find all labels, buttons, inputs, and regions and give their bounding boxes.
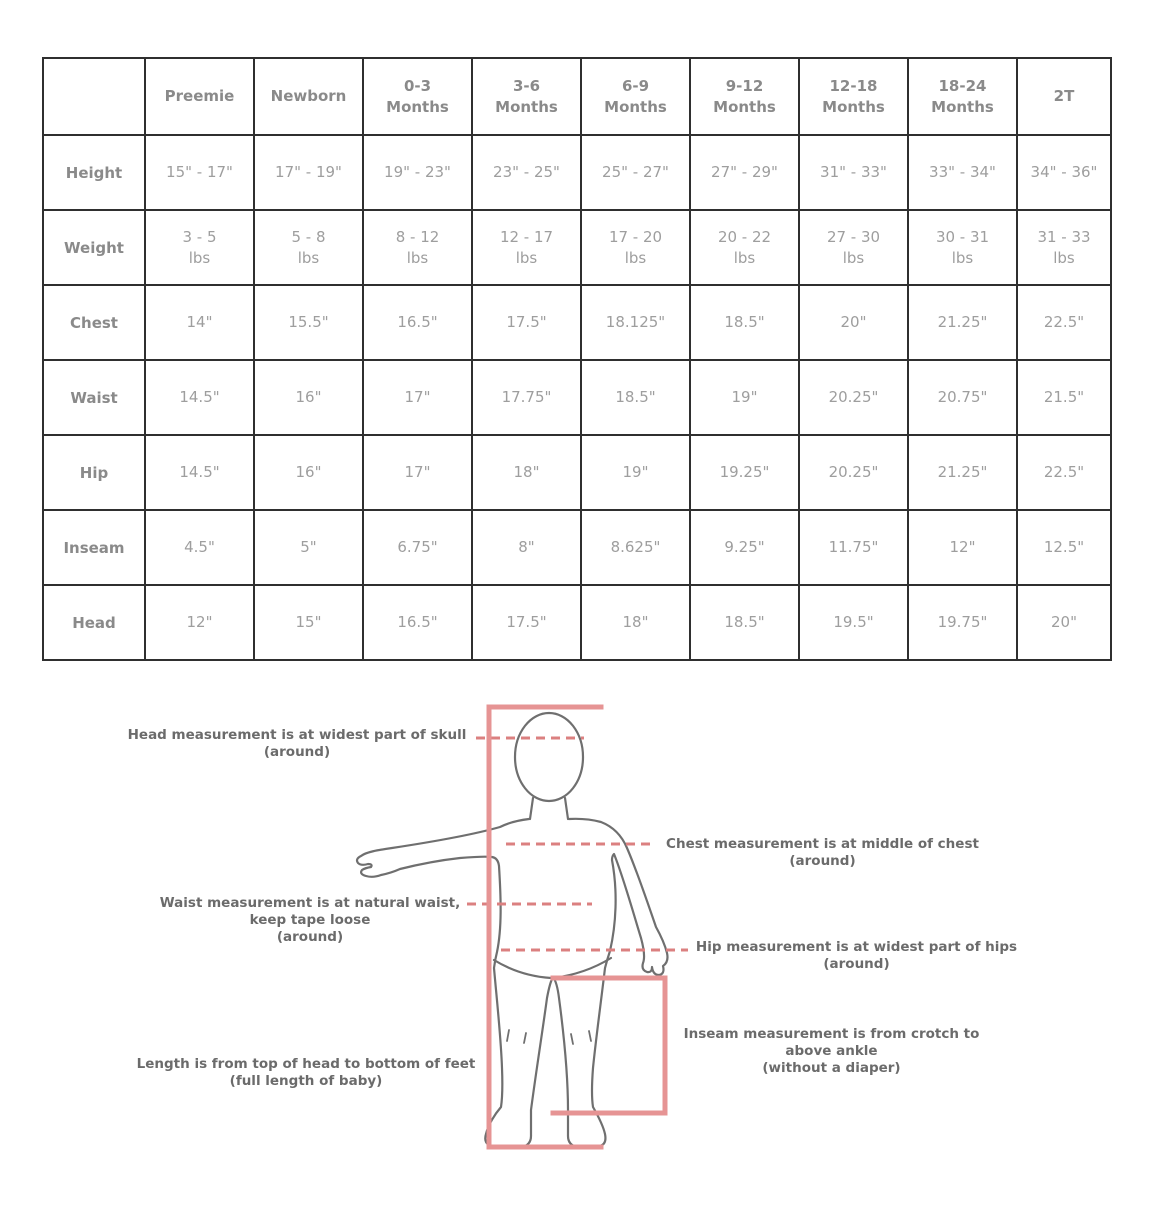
head-note-line1: Head measurement is at widest part of skull [127, 727, 467, 743]
measurement-value: 25" - 27" [602, 163, 669, 181]
measurement-unit: lbs [515, 248, 538, 267]
column-header-line1: 18-24 [938, 76, 987, 95]
measurement-value: 19.75" [937, 613, 988, 631]
column-header-line1: 12-18 [829, 76, 878, 95]
measurement-value: 12.5" [1043, 538, 1085, 556]
measurement-value: 18.5" [724, 613, 765, 631]
measurement-unit: lbs [842, 248, 865, 267]
length-bracket [489, 707, 601, 1147]
measurement-value: 19.5" [833, 613, 874, 631]
measurement-value: 19" [622, 463, 649, 481]
measurement-value: 23" - 25" [493, 163, 560, 181]
inseam-bracket [553, 978, 665, 1113]
measurement-value: 3 - 5 [182, 227, 217, 246]
length-note [131, 1056, 481, 1090]
measurement-value: 11.75" [828, 538, 879, 556]
measurement-unit: lbs [951, 248, 974, 267]
measurement-value: 17.75" [501, 388, 552, 406]
length-note-line2: (full length of baby) [229, 1073, 383, 1089]
measurement-value: 16" [295, 463, 322, 481]
head-note-line2: (around) [263, 744, 331, 760]
measurement-unit: lbs [297, 248, 320, 267]
measurement-value: 34" - 36" [1030, 163, 1098, 181]
baby-diaper-line-left [494, 960, 551, 978]
measurement-value: 12" [186, 613, 213, 631]
measurement-value: 20" [1051, 613, 1077, 631]
measurement-value: 12 - 17 [499, 227, 554, 246]
column-header-line2: Months [604, 97, 667, 116]
row-label-inseam: Inseam [43, 510, 145, 585]
measurement-value: 30 - 31 [935, 227, 990, 246]
measurement-value: 19" - 23" [384, 163, 451, 181]
measurement-unit: lbs [1053, 248, 1075, 267]
measurement-value: 18" [622, 613, 649, 631]
measurement-value: 15.5" [288, 313, 329, 331]
measurement-value: 20.25" [828, 388, 879, 406]
baby-knee-mark-3 [571, 1034, 573, 1044]
measurement-value: 16.5" [397, 313, 438, 331]
inseam-note-line3: (without a diaper) [762, 1060, 901, 1076]
measurement-value: 17" [404, 463, 431, 481]
waist-note-line2: keep tape loose [249, 912, 371, 928]
row-label-chest: Chest [43, 285, 145, 360]
measurement-value: 18.5" [724, 313, 765, 331]
inseam-note-line2: above ankle [785, 1043, 878, 1059]
chest-note-line1: Chest measurement is at middle of chest [666, 836, 979, 852]
measurement-value: 12" [949, 538, 976, 556]
measurement-value: 15" - 17" [166, 163, 233, 181]
measurement-value: 14.5" [179, 463, 220, 481]
row-label-weight: Weight [43, 210, 145, 285]
chest-note-line2: (around) [789, 853, 856, 869]
measurement-value: 18.5" [615, 388, 656, 406]
measurement-value: 8 - 12 [395, 227, 440, 246]
measurement-value: 17 - 20 [608, 227, 663, 246]
column-header-line2: Months [713, 97, 776, 116]
measurement-value: 19.25" [719, 463, 770, 481]
measurement-unit: lbs [733, 248, 756, 267]
measurement-value: 16.5" [397, 613, 438, 631]
measurement-value: 6.75" [397, 538, 438, 556]
hip-note-line2: (around) [823, 956, 890, 972]
measurement-value: 4.5" [184, 538, 215, 556]
column-header-line1: 9-12 [725, 76, 764, 95]
measurement-value: 5 - 8 [291, 227, 326, 246]
column-header-line1: Newborn [270, 87, 347, 105]
measurement-value: 20.25" [828, 463, 879, 481]
column-header-line2: Months [822, 97, 885, 116]
measurement-value: 5" [300, 538, 317, 556]
measurement-value: 17" [404, 388, 431, 406]
baby-neck-right [565, 798, 568, 819]
measurement-value: 9.25" [724, 538, 765, 556]
measurement-value: 18" [513, 463, 540, 481]
column-header-line1: Preemie [164, 87, 235, 105]
measurement-value: 17.5" [506, 613, 547, 631]
measurement-value: 19" [731, 388, 758, 406]
measurement-value: 31 - 33 [1037, 227, 1091, 246]
column-header-line2: Months [386, 97, 449, 116]
column-header-line2: Months [931, 97, 994, 116]
measurement-value: 18.125" [605, 313, 666, 331]
inseam-note [679, 1026, 984, 1077]
measurement-value: 20.75" [937, 388, 988, 406]
waist-note-line3: (around) [276, 929, 344, 945]
baby-knee-mark-1 [507, 1030, 509, 1041]
column-header-line1: 6-9 [621, 76, 650, 95]
hip-note-line1: Hip measurement is at widest part of hips [695, 939, 1018, 955]
measurement-value: 14" [186, 313, 213, 331]
chest-note [665, 836, 980, 870]
measurement-unit: lbs [188, 248, 211, 267]
baby-knee-mark-4 [589, 1031, 591, 1041]
inseam-note-line1: Inseam measurement is from crotch to [683, 1026, 980, 1042]
measurement-value: 27" - 29" [711, 163, 778, 181]
measurement-value: 21.5" [1043, 388, 1085, 406]
row-label-waist: Waist [43, 360, 145, 435]
measurement-value: 8.625" [610, 538, 661, 556]
measurement-unit: lbs [624, 248, 647, 267]
row-label-head: Head [43, 585, 145, 660]
baby-knee-mark-2 [524, 1033, 526, 1043]
baby-diaper-line-right [553, 958, 611, 978]
measurement-value: 27 - 30 [826, 227, 881, 246]
measurement-value: 8" [518, 538, 535, 556]
measurement-value: 20 - 22 [717, 227, 772, 246]
baby-head [515, 713, 583, 801]
waist-note [145, 895, 475, 946]
measurement-value: 31" - 33" [820, 163, 887, 181]
length-note-line1: Length is from top of head to bottom of feet [136, 1056, 476, 1072]
measurement-value: 14.5" [179, 388, 220, 406]
row-label-hip: Hip [43, 435, 145, 510]
measurement-value: 15" [295, 613, 322, 631]
measurement-value: 20" [840, 313, 867, 331]
measurement-value: 21.25" [937, 463, 988, 481]
row-label-height: Height [43, 135, 145, 210]
baby-neck-left [530, 798, 533, 819]
measurement-value: 21.25" [937, 313, 988, 331]
column-header-line2: Months [495, 97, 558, 116]
measurement-value: 16" [295, 388, 322, 406]
measurement-value: 17" - 19" [275, 163, 342, 181]
column-header-line1: 3-6 [512, 76, 541, 95]
measurement-value: 17.5" [506, 313, 547, 331]
hip-note [694, 939, 1019, 973]
measurement-unit: lbs [406, 248, 429, 267]
column-header-line1: 0-3 [403, 76, 432, 95]
column-header-line1: 2T [1053, 87, 1075, 105]
head-note [112, 727, 482, 761]
waist-note-line1: Waist measurement is at natural waist, [159, 895, 461, 911]
measurement-value: 22.5" [1043, 463, 1085, 481]
measurement-value: 22.5" [1043, 313, 1085, 331]
baby-body [357, 819, 668, 1148]
measurement-value: 33" - 34" [929, 163, 996, 181]
